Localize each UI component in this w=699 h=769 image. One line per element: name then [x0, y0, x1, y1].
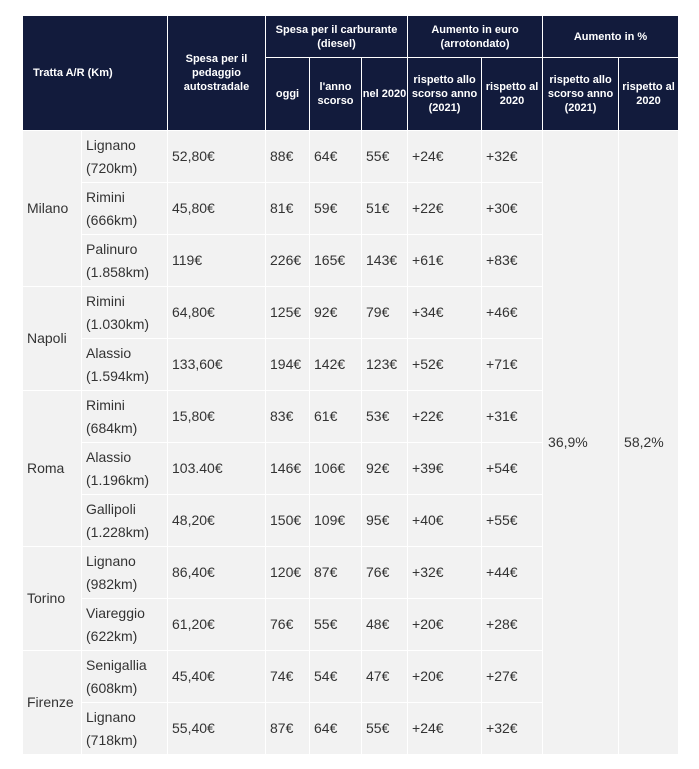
destination-cell: [82, 391, 168, 443]
fuel-2020-cell: 79€: [362, 287, 408, 339]
increase-vs-2020-cell: +31€: [482, 391, 543, 443]
destination-cell: [82, 183, 168, 235]
toll-cost-cell: 86,40€: [168, 547, 266, 599]
pct-vs-2020-cell: 58,2%: [619, 131, 679, 755]
increase-vs-2021-cell: +22€: [408, 183, 482, 235]
header-carburante: Spesa per il carburante (diesel): [266, 16, 408, 58]
destination-cell: [82, 495, 168, 547]
header-nel-2020: nel 2020: [362, 58, 408, 131]
fuel-today-cell: 120€: [266, 547, 310, 599]
increase-vs-2020-cell: +83€: [482, 235, 543, 287]
fuel-2020-cell: 76€: [362, 547, 408, 599]
destination-km: (720km): [86, 159, 138, 176]
increase-vs-2021-cell: +20€: [408, 599, 482, 651]
fuel-2020-cell: 51€: [362, 183, 408, 235]
fuel-2020-cell: 123€: [362, 339, 408, 391]
destination-cell: [82, 703, 168, 755]
fuel-2020-cell: 47€: [362, 651, 408, 703]
increase-vs-2021-cell: +22€: [408, 391, 482, 443]
destination-km: (1.594km): [86, 367, 150, 384]
toll-cost-cell: 15,80€: [168, 391, 266, 443]
fuel-2020-cell: 143€: [362, 235, 408, 287]
fuel-today-cell: 81€: [266, 183, 310, 235]
fuel-last-year-cell: 55€: [310, 599, 362, 651]
increase-vs-2020-cell: +32€: [482, 131, 543, 183]
fuel-today-cell: 146€: [266, 443, 310, 495]
fuel-2020-cell: 95€: [362, 495, 408, 547]
increase-vs-2021-cell: +34€: [408, 287, 482, 339]
increase-vs-2021-cell: +24€: [408, 703, 482, 755]
fuel-2020-cell: 55€: [362, 703, 408, 755]
header-pct-vs-2021: rispetto allo scorso anno (2021): [543, 58, 619, 131]
fuel-2020-cell: 92€: [362, 443, 408, 495]
destination-name: Senigallia: [86, 656, 147, 673]
table-body: [23, 131, 679, 755]
city-cell: Roma: [23, 391, 82, 547]
header-anno-scorso: l'anno scorso: [310, 58, 362, 131]
increase-vs-2020-cell: +71€: [482, 339, 543, 391]
fuel-last-year-cell: 142€: [310, 339, 362, 391]
increase-vs-2021-cell: +61€: [408, 235, 482, 287]
destination-name: Rimini: [86, 188, 125, 205]
increase-vs-2021-cell: +20€: [408, 651, 482, 703]
toll-cost-cell: 48,20€: [168, 495, 266, 547]
destination-km: (718km): [86, 731, 138, 748]
increase-vs-2020-cell: +44€: [482, 547, 543, 599]
destination-km: (982km): [86, 575, 138, 592]
destination-km: (666km): [86, 211, 138, 228]
fuel-today-cell: 194€: [266, 339, 310, 391]
header-tratta: Tratta A/R (Km): [23, 16, 168, 131]
toll-cost-cell: 103.40€: [168, 443, 266, 495]
destination-name: Rimini: [86, 292, 125, 309]
increase-vs-2020-cell: +32€: [482, 703, 543, 755]
destination-km: (684km): [86, 419, 138, 436]
destination-km: (1.030km): [86, 315, 150, 332]
destination-cell: [82, 131, 168, 183]
fuel-today-cell: 74€: [266, 651, 310, 703]
increase-vs-2020-cell: +30€: [482, 183, 543, 235]
pct-vs-2021-cell: 36,9%: [543, 131, 619, 755]
toll-cost-cell: 133,60€: [168, 339, 266, 391]
destination-name: Alassio: [86, 344, 132, 361]
destination-km: (622km): [86, 627, 138, 644]
destination-name: Gallipoli: [86, 500, 136, 517]
city-cell: Firenze: [23, 651, 82, 755]
city-cell: Torino: [23, 547, 82, 651]
fuel-last-year-cell: 109€: [310, 495, 362, 547]
fuel-last-year-cell: 64€: [310, 131, 362, 183]
increase-vs-2020-cell: +46€: [482, 287, 543, 339]
destination-name: Alassio: [86, 448, 132, 465]
header-aumento-pct: Aumento in %: [543, 16, 679, 58]
fuel-last-year-cell: 54€: [310, 651, 362, 703]
destination-cell: [82, 443, 168, 495]
destination-name: Viareggio: [86, 604, 145, 621]
toll-cost-cell: 45,40€: [168, 651, 266, 703]
fuel-today-cell: 226€: [266, 235, 310, 287]
header-aumento-euro: Aumento in euro (arrotondato): [408, 16, 543, 58]
header-euro-vs-2020: rispetto al 2020: [482, 58, 543, 131]
fuel-last-year-cell: 87€: [310, 547, 362, 599]
toll-cost-cell: 55,40€: [168, 703, 266, 755]
increase-vs-2021-cell: +32€: [408, 547, 482, 599]
fuel-cost-table: [22, 15, 679, 755]
table-row: [23, 131, 679, 183]
increase-vs-2020-cell: +55€: [482, 495, 543, 547]
fuel-today-cell: 150€: [266, 495, 310, 547]
increase-vs-2021-cell: +52€: [408, 339, 482, 391]
fuel-last-year-cell: 165€: [310, 235, 362, 287]
destination-name: Rimini: [86, 396, 125, 413]
toll-cost-cell: 61,20€: [168, 599, 266, 651]
destination-cell: [82, 339, 168, 391]
increase-vs-2021-cell: +40€: [408, 495, 482, 547]
header-pedaggio: Spesa per il pedaggio autostradale: [168, 16, 266, 131]
destination-name: Lignano: [86, 552, 136, 569]
header-pct-vs-2020: rispetto al 2020: [619, 58, 679, 131]
toll-cost-cell: 52,80€: [168, 131, 266, 183]
fuel-last-year-cell: 64€: [310, 703, 362, 755]
header-oggi: oggi: [266, 58, 310, 131]
toll-cost-cell: 119€: [168, 235, 266, 287]
fuel-last-year-cell: 92€: [310, 287, 362, 339]
destination-km: (1.858km): [86, 263, 150, 280]
destination-km: (1.196km): [86, 471, 150, 488]
fuel-today-cell: 76€: [266, 599, 310, 651]
destination-cell: [82, 599, 168, 651]
destination-name: Palinuro: [86, 240, 138, 257]
fuel-2020-cell: 55€: [362, 131, 408, 183]
destination-cell: [82, 547, 168, 599]
fuel-2020-cell: 53€: [362, 391, 408, 443]
destination-cell: [82, 287, 168, 339]
destination-cell: [82, 651, 168, 703]
destination-name: Lignano: [86, 136, 136, 153]
fuel-today-cell: 87€: [266, 703, 310, 755]
fuel-today-cell: 125€: [266, 287, 310, 339]
city-cell: Napoli: [23, 287, 82, 391]
increase-vs-2020-cell: +54€: [482, 443, 543, 495]
toll-cost-cell: 45,80€: [168, 183, 266, 235]
fuel-today-cell: 88€: [266, 131, 310, 183]
fuel-last-year-cell: 59€: [310, 183, 362, 235]
fuel-last-year-cell: 61€: [310, 391, 362, 443]
destination-name: Lignano: [86, 708, 136, 725]
increase-vs-2021-cell: +24€: [408, 131, 482, 183]
fuel-2020-cell: 48€: [362, 599, 408, 651]
increase-vs-2020-cell: +28€: [482, 599, 543, 651]
increase-vs-2021-cell: +39€: [408, 443, 482, 495]
header-euro-vs-2021: rispetto allo scorso anno (2021): [408, 58, 482, 131]
increase-vs-2020-cell: +27€: [482, 651, 543, 703]
fuel-last-year-cell: 106€: [310, 443, 362, 495]
city-cell: Milano: [23, 131, 82, 287]
destination-cell: [82, 235, 168, 287]
destination-km: (1.228km): [86, 523, 150, 540]
fuel-today-cell: 83€: [266, 391, 310, 443]
toll-cost-cell: 64,80€: [168, 287, 266, 339]
destination-km: (608km): [86, 679, 138, 696]
